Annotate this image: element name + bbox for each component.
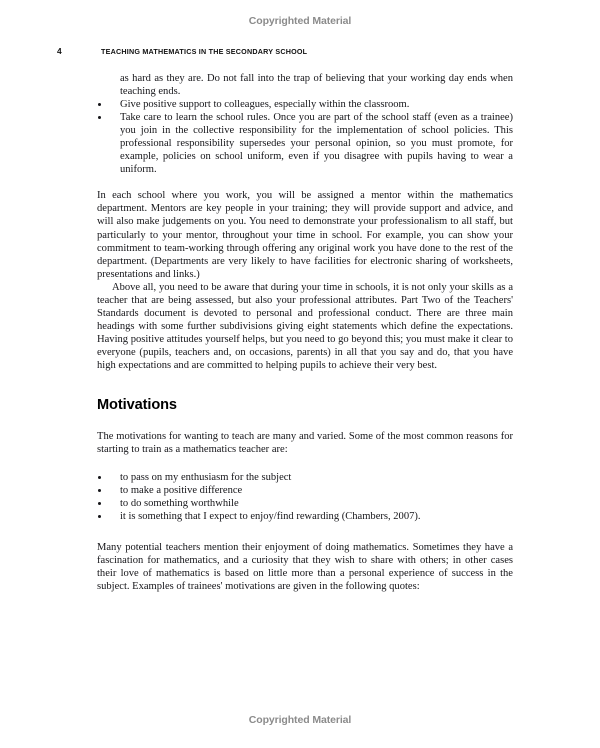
- list-spacer-above: [97, 456, 513, 471]
- bullet-dot-icon: [98, 515, 101, 518]
- bullet-dot-icon: [98, 502, 101, 505]
- list-item: [97, 111, 513, 176]
- list-item: [97, 471, 513, 484]
- paragraph-motivations-intro: The motivations for wanting to teach are many and varied. Some of the most common reasons for starting to train as a mathematics teacher are:: [97, 431, 513, 456]
- list-item-text: it is something that I expect to enjoy/find rewarding (Chambers, 2007).: [120, 511, 421, 523]
- bullet-dot-icon: [98, 489, 101, 492]
- running-head: [57, 46, 527, 58]
- heading-spacer-below: [97, 413, 513, 430]
- paragraph-spacer: [97, 176, 513, 189]
- heading-spacer-above: [97, 372, 513, 396]
- page-number: 4: [57, 46, 62, 56]
- list-item-text: Take care to learn the school rules. Once you are part of the school staff (even as a trainee) you join in the collective responsibility for the implementation of school policies. This professional responsibility supersedes your personal opinion, so you must promote, for example, policies on school uniform, even if you disagree with pupils having to wear a uniform.: [120, 112, 513, 176]
- paragraph-above-all: Above all, you need to be aware that during your time in schools, it is not only your skills as a teacher that are being assessed, but also your professional attributes. Part Two of the Teachers' Standards document is devoted to personal and professional conduct. There are three main headings with some further subdivisions giving eight statements which define the expectations. Having positive attitudes yourself helps, but you need to go beyond this; you must make it clear to everyone (pupils, teachers and, on occasions, parents) in all that you say and do, that you have high expectations and are committed to helping pupils to achieve their very best.: [97, 281, 513, 371]
- list-item: [97, 497, 513, 510]
- list-item: [97, 484, 513, 497]
- list-item-text: to pass on my enthusiasm for the subject: [120, 472, 292, 484]
- list-item: [97, 98, 513, 111]
- copyright-watermark-bottom: Copyrighted Material: [248, 714, 352, 726]
- bullet-dot-icon: [98, 476, 101, 479]
- list-spacer-below: [97, 523, 513, 541]
- bullet-dot-icon: [98, 103, 101, 106]
- paragraph-mentor: In each school where you work, you will be assigned a mentor within the mathematics department. Mentors are key people in your training; they will provide support and advice, and will also make judgements on you. You need to demonstrate your professionalism to all staff, but particularly to your mentor, throughout your time in school. For example, you can show your commitment to team-working through offering any original work you have done to the rest of the department. (Departments are very likely to have facilities for electronic sharing of worksheets, presentations and links.): [97, 190, 513, 280]
- professional-conduct-bullet-list: [97, 98, 513, 176]
- list-item-text: to make a positive difference: [120, 485, 243, 497]
- list-item-text: to do something worthwhile: [120, 498, 239, 510]
- copyright-watermark-top: Copyrighted Material: [248, 15, 352, 27]
- bullet-continuation-text: as hard as they are. Do not fall into the trap of believing that your working day ends when teaching ends.: [120, 73, 513, 98]
- section-heading-motivations: Motivations: [97, 396, 177, 414]
- running-head-title: TEACHING MATHEMATICS IN THE SECONDARY SCHOOL: [101, 47, 308, 56]
- motivations-bullet-list: [97, 471, 513, 523]
- paragraph-closing: Many potential teachers mention their enjoyment of doing mathematics. Sometimes they have a fascination for mathematics, and a curiosity that they wish to share with others; in other cases their love of mathematics is based on little more than a personal experience of success in the subject. Examples of trainees' motivations are given in the following quotes:: [97, 542, 513, 593]
- list-item: [97, 510, 513, 523]
- list-item-text: Give positive support to colleagues, especially within the classroom.: [120, 99, 410, 111]
- bullet-dot-icon: [98, 116, 101, 119]
- text-column: [97, 72, 513, 594]
